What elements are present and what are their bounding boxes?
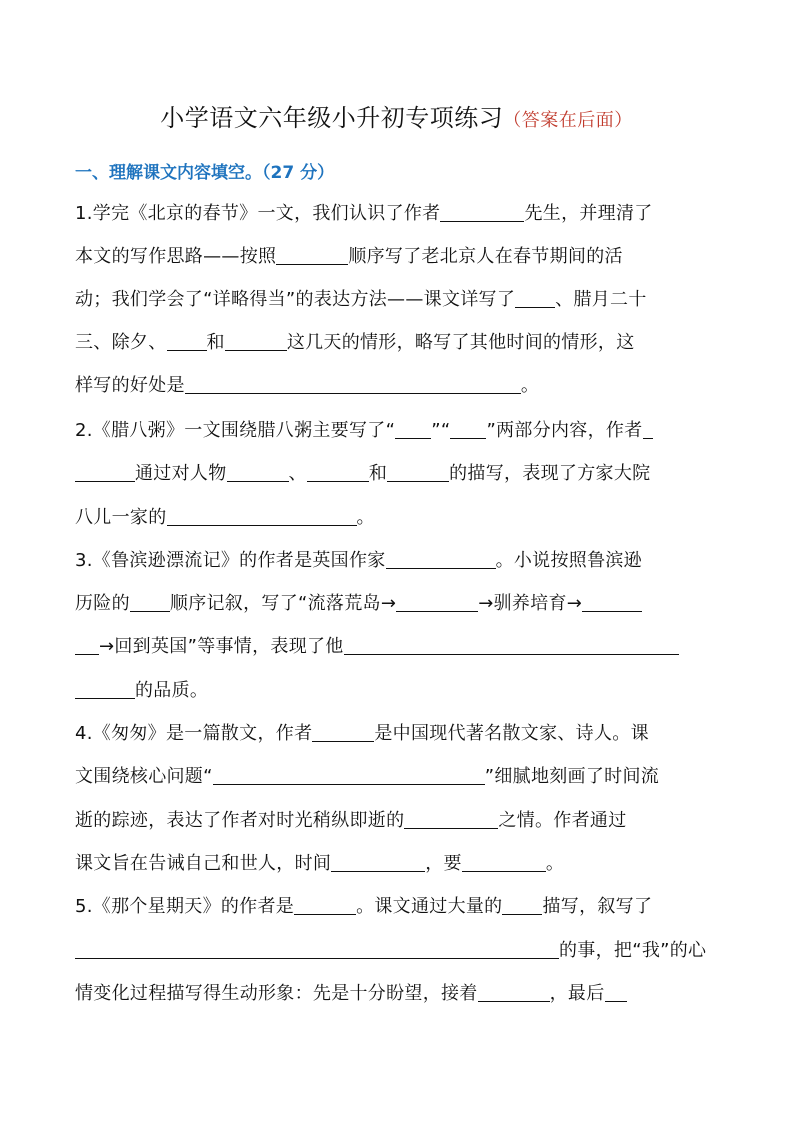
- text-segment: 情变化过程描写得生动形象：先是十分盼望，接着: [75, 983, 478, 1004]
- q5-line-3: [75, 983, 725, 1005]
- blank: [331, 853, 425, 872]
- blank: [75, 940, 559, 959]
- blank: [227, 463, 289, 482]
- q2-line-2: [75, 463, 725, 485]
- text-segment: 1.学完《北京的春节》一文，我们认识了作者: [75, 203, 441, 224]
- text-segment: 。: [356, 507, 375, 528]
- text-segment: 5.《那个星期天》的作者是: [75, 896, 295, 917]
- q4-line-3: [75, 810, 725, 832]
- text-segment: 、腊月二十: [555, 289, 647, 310]
- q1-line-5: [75, 375, 725, 397]
- text-segment: 三、除夕、: [75, 332, 167, 353]
- q4-line-2: [75, 766, 725, 788]
- text-segment: 八儿一家的: [75, 507, 167, 528]
- blank: [294, 896, 356, 915]
- text-segment: 。课文通过大量的: [356, 896, 503, 917]
- text-segment: 通过对人物: [135, 463, 227, 484]
- text-segment: 历险的: [75, 593, 130, 614]
- blank: [440, 203, 524, 222]
- text-segment: 之情。作者通过: [498, 810, 627, 831]
- q3-line-1: [75, 550, 725, 572]
- blank: [643, 420, 653, 439]
- text-segment: →驯养培育→: [478, 593, 583, 614]
- blank: [462, 853, 546, 872]
- text-segment: 这几天的情形，略写了其他时间的情形，这: [286, 332, 635, 353]
- blank: [502, 896, 542, 915]
- blank: [75, 636, 99, 655]
- text-segment: 样写的好处是: [75, 375, 185, 396]
- text-segment: 。: [545, 853, 565, 874]
- blank: [167, 507, 357, 526]
- blank: [276, 246, 348, 265]
- blank: [167, 332, 207, 351]
- text-segment: 是中国现代著名散文家、诗人。课: [374, 723, 649, 744]
- blank: [344, 636, 679, 655]
- text-segment: ”“: [431, 420, 451, 441]
- text-segment: 3.《鲁滨逊漂流记》的作者是英国作家: [75, 550, 386, 571]
- text-segment: 描写，叙写了: [542, 896, 653, 917]
- q3-line-2: [75, 593, 725, 615]
- blank: [515, 289, 555, 308]
- text-segment: ”细腻地刻画了时间流: [484, 766, 660, 787]
- text-segment: 的品质。: [135, 680, 209, 701]
- text-segment: ”两部分内容，作者: [486, 420, 643, 441]
- text-segment: 顺序写了老北京人在春节期间的活: [348, 246, 623, 267]
- q3-line-4: [75, 680, 725, 702]
- text-segment: 的描写，表现了方家大院: [449, 463, 651, 484]
- q1-line-3: [75, 289, 725, 311]
- q3-line-3: [75, 636, 725, 658]
- text-segment: 的事，把“我”的心: [559, 940, 707, 961]
- title-main: 小学语文六年级小升初专项练习: [160, 104, 504, 132]
- blank: [225, 332, 287, 351]
- text-segment: 课文旨在告诫自己和世人，时间: [75, 853, 332, 874]
- text-segment: →回到英国”等事情，表现了他: [99, 636, 344, 657]
- blank: [478, 983, 550, 1002]
- blank: [75, 463, 135, 482]
- blank: [605, 983, 627, 1002]
- text-segment: 4.《匆匆》是一篇散文，作者: [75, 723, 313, 744]
- q1-line-4: [75, 332, 725, 354]
- blank: [130, 593, 170, 612]
- blank: [395, 420, 431, 439]
- text-segment: 。小说按照鲁滨逊: [495, 550, 642, 571]
- document-title: [0, 98, 793, 133]
- q5-line-2: [75, 940, 725, 962]
- blank: [185, 375, 521, 394]
- q5-line-1: [75, 896, 725, 918]
- q1-line-1: [75, 203, 725, 225]
- text-segment: 2.《腊八粥》一文围绕腊八粥主要写了“: [75, 420, 396, 441]
- text-segment: 逝的踪迹，表达了作者对时光稍纵即逝的: [75, 810, 405, 831]
- section-heading: 一、理解课文内容填空。（27 分）: [75, 163, 335, 183]
- text-segment: 动；我们学会了“详略得当”的表达方法——课文详写了: [75, 289, 516, 310]
- blank: [450, 420, 486, 439]
- blank: [312, 723, 374, 742]
- blank: [387, 463, 449, 482]
- blank: [307, 463, 369, 482]
- blank: [75, 680, 135, 699]
- q2-line-3: [75, 507, 725, 529]
- text-segment: 本文的写作思路——按照: [75, 246, 277, 267]
- q1-line-2: [75, 246, 725, 268]
- text-segment: 先生，并理清了: [524, 203, 653, 224]
- text-segment: 和: [206, 332, 225, 353]
- blank: [582, 593, 642, 612]
- blank: [213, 766, 485, 785]
- q4-line-4: [75, 853, 725, 875]
- text-segment: 文围绕核心问题“: [75, 766, 213, 787]
- text-segment: ，要: [425, 853, 462, 874]
- q4-line-1: [75, 723, 725, 745]
- text-segment: 和: [368, 463, 388, 484]
- text-segment: 。: [520, 375, 540, 396]
- blank: [386, 550, 496, 569]
- title-answer-note: （答案在后面）: [503, 110, 633, 131]
- blank: [396, 593, 478, 612]
- text-segment: 、: [288, 463, 307, 484]
- text-segment: 顺序记叙，写了“流落荒岛→: [169, 593, 397, 614]
- text-segment: ，最后: [549, 983, 605, 1004]
- q2-line-1: [75, 420, 725, 442]
- blank: [404, 810, 498, 829]
